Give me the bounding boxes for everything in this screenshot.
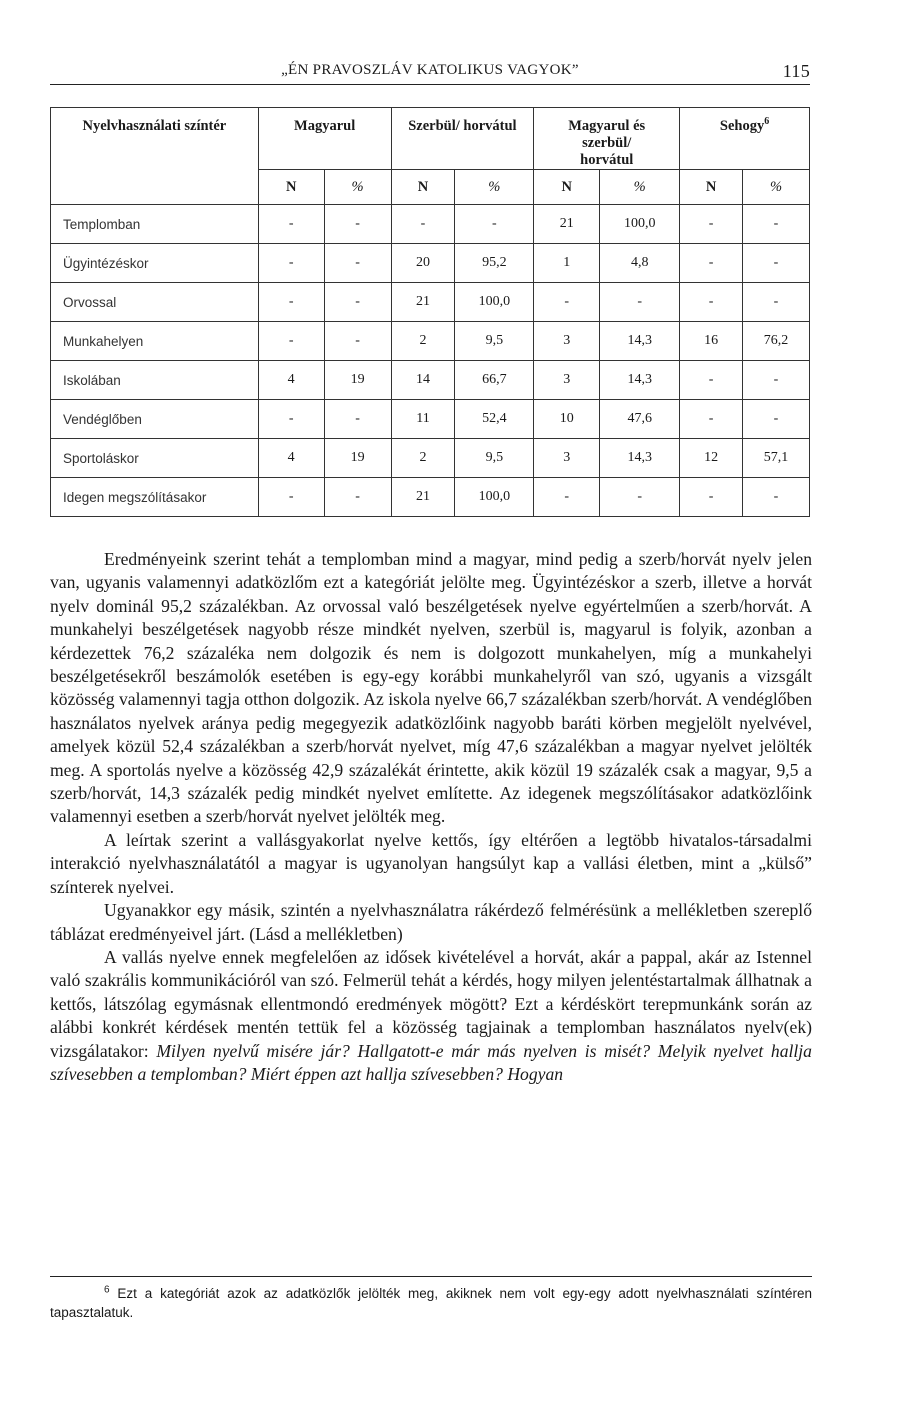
table-row bbox=[51, 322, 810, 361]
table-cell: - bbox=[680, 361, 743, 400]
table-cell: 3 bbox=[534, 439, 600, 478]
table-cell: - bbox=[534, 478, 600, 517]
row-label: Ügyintézéskor bbox=[51, 244, 259, 283]
table-cell: - bbox=[743, 478, 810, 517]
table-cell: - bbox=[258, 283, 324, 322]
table-row bbox=[51, 244, 810, 283]
table-cell: 21 bbox=[391, 283, 455, 322]
col-group-header: Magyarul és szerbül/ horvátul bbox=[534, 108, 680, 170]
col-subheader: % bbox=[743, 170, 810, 205]
table-cell: 20 bbox=[391, 244, 455, 283]
table-cell: 21 bbox=[391, 478, 455, 517]
col-group-header: Magyarul bbox=[258, 108, 391, 170]
table-cell: - bbox=[600, 478, 680, 517]
footnote-text: Ezt a kategóriát azok az adatközlők jelölték meg, akiknek nem volt egy-egy adott nyelvhasználati színtéren tapasztalatuk. bbox=[50, 1286, 812, 1320]
table-cell: 10 bbox=[534, 400, 600, 439]
table-row bbox=[51, 283, 810, 322]
table-cell: - bbox=[680, 283, 743, 322]
footnote-marker: 6 bbox=[104, 1284, 110, 1296]
footnote bbox=[50, 1284, 812, 1322]
col-subheader: N bbox=[391, 170, 455, 205]
table-cell: - bbox=[680, 400, 743, 439]
paragraph bbox=[50, 946, 812, 1086]
col-subheader: N bbox=[258, 170, 324, 205]
table-cell: 100,0 bbox=[455, 478, 534, 517]
table-cell: - bbox=[258, 244, 324, 283]
table-cell: - bbox=[680, 244, 743, 283]
table-cell: - bbox=[600, 283, 680, 322]
table-cell: 19 bbox=[324, 439, 391, 478]
table-cell: - bbox=[391, 205, 455, 244]
page-number: 115 bbox=[782, 61, 810, 81]
table-cell: 76,2 bbox=[743, 322, 810, 361]
table-cell: - bbox=[324, 478, 391, 517]
footnote-rule bbox=[50, 1276, 812, 1277]
table-cell: - bbox=[258, 205, 324, 244]
col-group-header: Sehogy$^6$ bbox=[680, 108, 810, 170]
table-cell: 14,3 bbox=[600, 322, 680, 361]
table-cell: 100,0 bbox=[600, 205, 680, 244]
table-cell: - bbox=[680, 205, 743, 244]
col-subheader: N bbox=[534, 170, 600, 205]
paragraph: Ugyanakkor egy másik, szintén a nyelvhasználatra rákérdező felmérésünk a mellékletben szereplő táblázat eredményeivel járt. (Lásd a mellékletben) bbox=[50, 900, 812, 944]
table-cell: 14 bbox=[391, 361, 455, 400]
table-cell: - bbox=[258, 400, 324, 439]
table-cell: - bbox=[455, 205, 534, 244]
col-subheader: % bbox=[324, 170, 391, 205]
paragraph: Eredményeink szerint tehát a templomban mind a magyar, mind pedig a szerb/horvát nyelv jelen van, ugyanis valamennyi adatközlőm ezt a kategóriát jelölte meg. Ügyintézéskor a szerb, illetve a horvát nyelv dominál 95,2 százalékban. Az orvossal való beszélgetések nyelve egyértelműen a szerb/horvát. A munkahelyi beszélgetések nagyobb része mindkét nyelven, szerbül is, magyarul is folyik, azonban a kérdezettek 76,2 százaléka nem dolgozik és nem is dolgozott munkahelyen, míg a munkahelyi beszélgetésekről beszámolók esetében is egy-egy korábbi munkahelyről van szó, ugyanis a vizsgált közösség valamennyi tagja otthon dolgozik. Az iskola nyelve 66,7 százalékban szerb/horvát. A vendéglőben használatos nyelvek aránya pedig megegyezik adatközlőink nagyobb baráti körben megjelölt nyelvével, amelyek közül 52,4 százalékban a szerb/horvát nyelvet, míg 47,6 százalékban a magyar nyelvet jelölték meg. A sportolás nyelve a közösség 42,9 százalékát érintette, akik közül 19 százalék csak a magyar, 9,5 a szerb/horvát, 14,3 százalék pedig mindkét nyelvet említette. Az idegenek megszólításakor adatközlőink valamennyi esetben a szerb/horvát nyelvet jelölték meg. bbox=[50, 549, 812, 827]
table-cell: - bbox=[324, 244, 391, 283]
table-cell: 19 bbox=[324, 361, 391, 400]
row-label: Vendéglőben bbox=[51, 400, 259, 439]
table-cell: - bbox=[680, 478, 743, 517]
table-cell: - bbox=[258, 322, 324, 361]
language-use-table bbox=[50, 107, 810, 517]
row-label: Idegen megszólításakor bbox=[51, 478, 259, 517]
col-subheader: N bbox=[680, 170, 743, 205]
table-cell: - bbox=[324, 283, 391, 322]
table-row bbox=[51, 478, 810, 517]
row-label: Templomban bbox=[51, 205, 259, 244]
table-cell: 52,4 bbox=[455, 400, 534, 439]
table-cell: - bbox=[743, 244, 810, 283]
table-cell: - bbox=[324, 205, 391, 244]
table-cell: - bbox=[743, 283, 810, 322]
table-cell: - bbox=[324, 322, 391, 361]
table-cell: 2 bbox=[391, 439, 455, 478]
table-cell: - bbox=[743, 400, 810, 439]
paragraph: A leírtak szerint a vallásgyakorlat nyelve kettős, így eltérően a legtöbb hivatalos-társadalmi interakció nyelvhasználatától a magyar is ugyanolyan hangsúlyt kap a vallási életben, mint a „külső” színterek nyelvei. bbox=[50, 829, 812, 897]
table-cell: 47,6 bbox=[600, 400, 680, 439]
table-row bbox=[51, 400, 810, 439]
table-cell: 4 bbox=[258, 361, 324, 400]
table-cell: - bbox=[743, 205, 810, 244]
table-cell: 66,7 bbox=[455, 361, 534, 400]
table-cell: 3 bbox=[534, 361, 600, 400]
body-text bbox=[50, 548, 812, 1086]
running-head bbox=[50, 58, 810, 85]
row-label: Iskolában bbox=[51, 361, 259, 400]
row-label: Munkahelyen bbox=[51, 322, 259, 361]
table-row bbox=[51, 361, 810, 400]
table-cell: 11 bbox=[391, 400, 455, 439]
running-title: „ÉN PRAVOSZLÁV KATOLIKUS VAGYOK” bbox=[281, 62, 579, 78]
italic-questions: Milyen nyelvű misére jár? Hallgatott-e már más nyelven is misét? Melyik nyelvet hallja szívesebben a templomban? Miért éppen azt hallja szívesebben? Hogyan bbox=[50, 1040, 812, 1084]
table-cell: 4,8 bbox=[600, 244, 680, 283]
table-cell: 12 bbox=[680, 439, 743, 478]
table-cell: 2 bbox=[391, 322, 455, 361]
table-cell: - bbox=[534, 283, 600, 322]
paragraph-text: A vallás nyelve ennek megfelelően az idősek kivételével a horvát, akár a pappal, akár az Istennel való szakrális kommunikációról van szó. Felmerül tehát a kérdés, hogy milyen jelentéstartalmak állhatnak a kettős, látszólag egymásnak ellentmondó eredmények mögött? Ezt a kérdéskört terepmunkánk során az alábbi konkrét kérdések mentén tettük fel a közösség tagjainak a templomban használatos nyelv(ek) vizsgálatakor: bbox=[50, 946, 812, 1061]
table-cell: 4 bbox=[258, 439, 324, 478]
col-subheader: % bbox=[600, 170, 680, 205]
table-cell: 21 bbox=[534, 205, 600, 244]
row-label: Orvossal bbox=[51, 283, 259, 322]
table-corner-header: Nyelvhasználati színtér bbox=[51, 108, 259, 205]
col-subheader: % bbox=[455, 170, 534, 205]
table-row bbox=[51, 439, 810, 478]
table-cell: 57,1 bbox=[743, 439, 810, 478]
table-cell: 3 bbox=[534, 322, 600, 361]
table-cell: 1 bbox=[534, 244, 600, 283]
table-cell: - bbox=[743, 361, 810, 400]
table-cell: - bbox=[258, 478, 324, 517]
table-cell: 16 bbox=[680, 322, 743, 361]
table-cell: 14,3 bbox=[600, 361, 680, 400]
table-cell: 95,2 bbox=[455, 244, 534, 283]
table-cell: 14,3 bbox=[600, 439, 680, 478]
table-cell: - bbox=[324, 400, 391, 439]
table-cell: 9,5 bbox=[455, 322, 534, 361]
table-cell: 9,5 bbox=[455, 439, 534, 478]
row-label: Sportoláskor bbox=[51, 439, 259, 478]
table-row bbox=[51, 205, 810, 244]
col-group-header: Szerbül/ horvátul bbox=[391, 108, 534, 170]
table-cell: 100,0 bbox=[455, 283, 534, 322]
